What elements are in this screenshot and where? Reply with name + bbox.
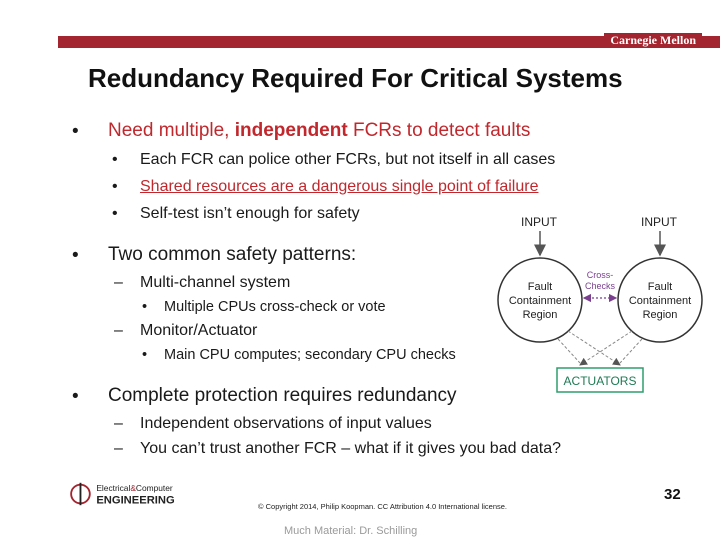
- slide-title: Redundancy Required For Critical Systems: [88, 63, 623, 93]
- link-right-down: [620, 339, 642, 363]
- input-left-label: INPUT: [521, 215, 557, 229]
- cross-arrow-a: [568, 331, 620, 365]
- bullet-marker: •: [72, 121, 79, 142]
- page-number: 32: [664, 486, 681, 503]
- caption-text: Much Material: Dr. Schilling: [284, 525, 418, 537]
- university-logo: Carnegie Mellon: [604, 33, 702, 47]
- bullet-marker: •: [112, 205, 118, 222]
- fcr-right-line3: Region: [642, 309, 678, 321]
- fcr-left-line1: Fault: [527, 281, 553, 293]
- bullet-marker: •: [112, 178, 118, 195]
- dash-marker: –: [114, 322, 123, 339]
- fcr-right-line2: Containment: [628, 295, 692, 307]
- cross-checks-label-1: Cross-: [586, 270, 614, 280]
- bullet-independent-fcrs: [108, 120, 530, 142]
- fcr-left-line3: Region: [522, 309, 558, 321]
- fcr-left-line2: Containment: [508, 295, 572, 307]
- sub-bullet-multi-channel: Multi-channel system: [140, 274, 291, 291]
- link-left-down: [558, 339, 580, 363]
- logo-text-amp: &: [130, 483, 136, 494]
- sub-bullet-bad-data: You can’t trust another FCR – what if it gives you bad data?: [140, 440, 561, 457]
- actuators-label: ACTUATORS: [563, 374, 637, 388]
- sub-bullet-shared-resources[interactable]: Shared resources are a dangerous single point of failure: [140, 178, 539, 195]
- cross-arrow-b: [580, 331, 632, 365]
- fcr-diagram: [490, 205, 720, 405]
- logo-text-engineering: ENGINEERING: [96, 494, 175, 507]
- logo-text-computer: Computer: [135, 483, 173, 494]
- sub-sub-bullet-main-cpu: Main CPU computes; secondary CPU checks: [164, 347, 456, 363]
- bullet-safety-patterns: Two common safety patterns:: [108, 244, 357, 265]
- copyright-notice: © Copyright 2014, Philip Koopman. CC Attribution 4.0 International license.: [258, 502, 508, 511]
- bullet-text: FCRs to detect faults: [347, 120, 531, 141]
- dash-marker: –: [114, 440, 123, 457]
- sub-bullet-independent-observations: Independent observations of input values: [140, 415, 432, 432]
- svg-text:Electrical&Computer: [96, 483, 173, 493]
- logo-text-electrical: Electrical: [96, 483, 131, 494]
- sub-bullet-self-test: Self-test isn’t enough for safety: [140, 205, 360, 222]
- bullet-marker: •: [142, 299, 148, 315]
- bullet-text: Need multiple,: [108, 120, 235, 141]
- sub-bullet-monitor-actuator: Monitor/Actuator: [140, 322, 258, 339]
- bullet-emphasis: independent: [234, 120, 348, 141]
- bullet-complete-protection: Complete protection requires redundancy: [108, 385, 457, 406]
- bullet-marker: •: [112, 151, 118, 168]
- sub-sub-bullet-cross-check: Multiple CPUs cross-check or vote: [164, 299, 386, 315]
- bullet-marker: •: [72, 245, 79, 266]
- sub-bullet-police: Each FCR can police other FCRs, but not itself in all cases: [140, 151, 556, 168]
- dash-marker: –: [114, 274, 123, 291]
- bullet-marker: •: [72, 386, 79, 407]
- ece-logo: [64, 480, 194, 508]
- fcr-right-line1: Fault: [647, 281, 673, 293]
- input-right-label: INPUT: [641, 215, 677, 229]
- bullet-marker: •: [142, 347, 148, 363]
- dash-marker: –: [114, 415, 123, 432]
- cross-checks-label-2: Checks: [584, 281, 616, 291]
